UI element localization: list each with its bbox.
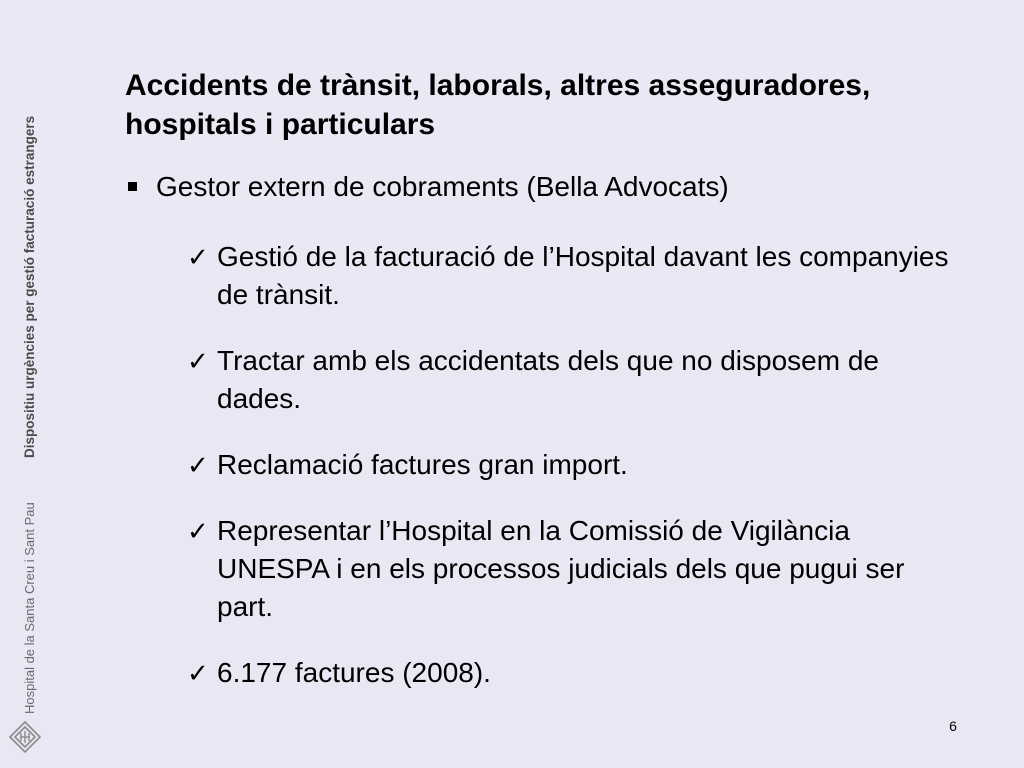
list-item-text: Reclamació factures gran import. — [217, 449, 628, 480]
checkmark-icon: ✓ — [187, 450, 209, 480]
hospital-logo-icon — [9, 721, 41, 753]
list-item — [187, 446, 957, 484]
checkmark-icon: ✓ — [187, 346, 209, 376]
checkmark-icon: ✓ — [187, 242, 209, 272]
checkmark-icon: ✓ — [187, 516, 209, 546]
list-item — [187, 342, 957, 418]
checkmark-icon: ✓ — [187, 658, 209, 688]
presentation-title-vertical: Dispositiu urgències per gestió facturació estrangers — [22, 115, 37, 458]
list-item — [187, 654, 957, 692]
level1-bullet — [128, 168, 729, 206]
page-number: 6 — [949, 718, 957, 734]
list-item-text: Gestió de la facturació de l’Hospital davant les companyies de trànsit. — [217, 241, 949, 310]
list-item-text: 6.177 factures (2008). — [217, 657, 491, 688]
checklist — [187, 238, 957, 692]
list-item — [187, 238, 957, 314]
level1-text: Gestor extern de cobraments (Bella Advocats) — [156, 171, 729, 202]
slide-title: Accidents de trànsit, laborals, altres asseguradores, hospitals i particulars — [125, 69, 871, 141]
list-item-text: Tractar amb els accidentats dels que no disposem de dades. — [217, 345, 879, 414]
list-item — [187, 512, 957, 626]
institution-name-vertical: Hospital de la Santa Creu i Sant Pau — [22, 502, 37, 714]
square-bullet-icon — [128, 182, 137, 191]
list-item-text: Representar l’Hospital en la Comissió de Vigilància UNESPA i en els processos judicials dels que pugui ser part. — [217, 515, 905, 622]
